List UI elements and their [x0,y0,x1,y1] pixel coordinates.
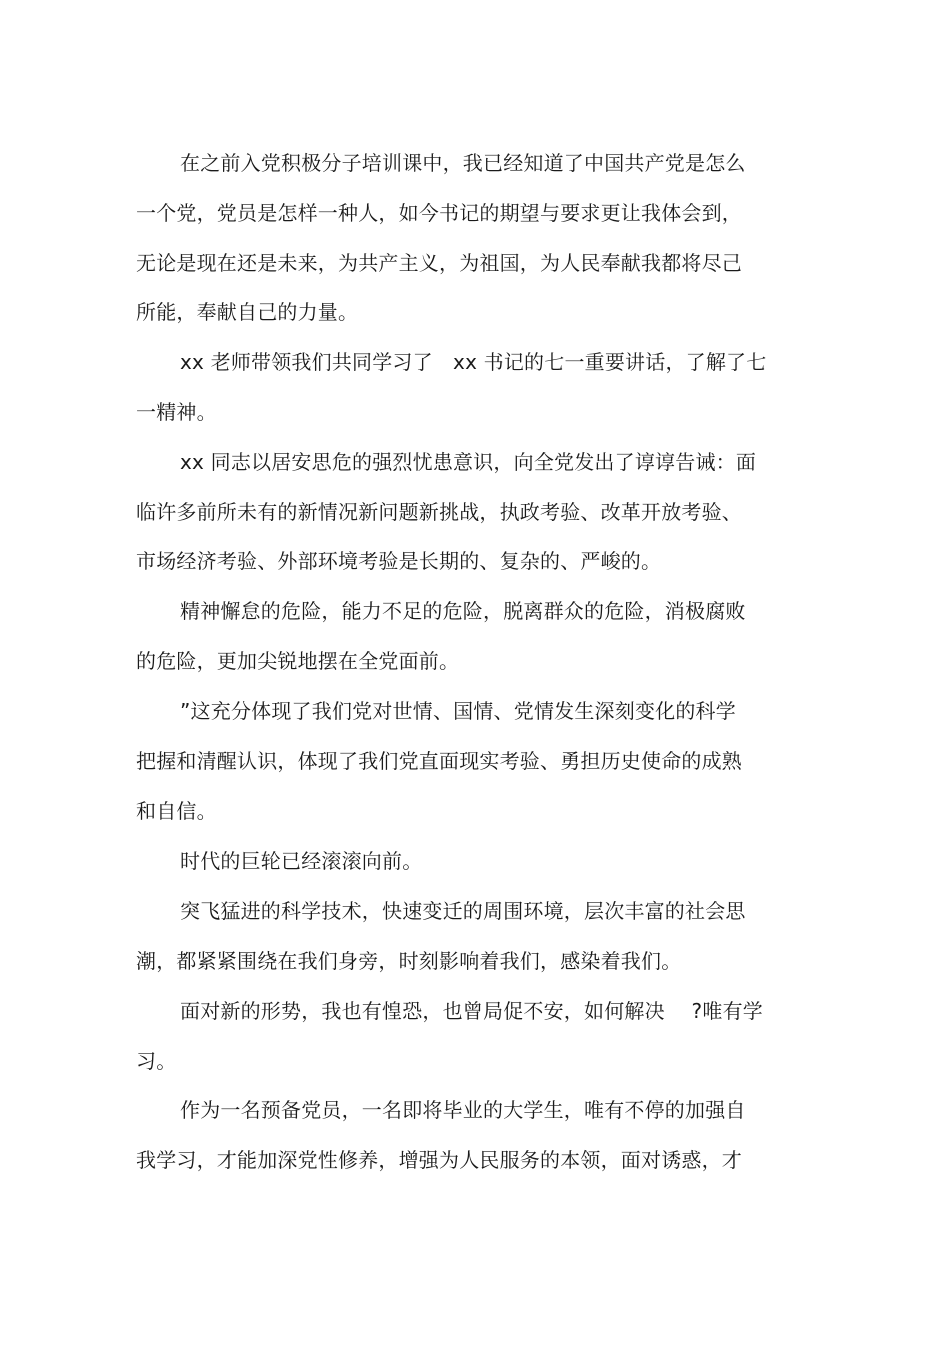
paragraph-1-line-4: 所能，奉献自己的力量。 [136,300,359,324]
paragraph-1-line-1: 在之前入党积极分子培训课中，我已经知道了中国共产党是怎么 [180,151,746,175]
paragraph-2-line-2: 一精神。 [136,400,217,424]
paragraph-6-line-1: 时代的巨轮已经滚滚向前。 [180,849,423,873]
paragraph-5-line-3: 和自信。 [136,799,217,823]
paragraph-3-line-2: 临许多前所未有的新情况新问题新挑战，执政考验、改革开放考验、 [136,500,742,524]
paragraph-9-line-1: 作为一名预备党员，一名即将毕业的大学生，唯有不停的加强自 [180,1098,746,1122]
paragraph-8-line-2: 习。 [136,1049,177,1073]
paragraph-9-line-2: 我学习，才能加深党性修养，增强为人民服务的本领，面对诱惑，才 [136,1148,742,1172]
paragraph-5-line-2: 把握和清醒认识，体现了我们党直面现实考验、勇担历史使命的成熟 [136,749,742,773]
paragraph-3-line-1: xx 同志以居安思危的强烈忧患意识，向全党发出了谆谆告诫：面 [180,450,757,474]
paragraph-4-line-2: 的危险，更加尖锐地摆在全党面前。 [136,649,460,673]
paragraph-8-line-1: 面对新的形势，我也有惶恐，也曾局促不安，如何解决 ?唯有学 [180,999,763,1023]
paragraph-4-line-1: 精神懈怠的危险，能力不足的危险，脱离群众的危险，消极腐败 [180,599,746,623]
paragraph-7-line-1: 突飞猛进的科学技术，快速变迁的周围环境，层次丰富的社会思 [180,899,746,923]
paragraph-1-line-2: 一个党，党员是怎样一种人，如今书记的期望与要求更让我体会到， [136,201,742,225]
paragraph-1-line-3: 无论是现在还是未来，为共产主义，为祖国，为人民奉献我都将尽己 [136,251,742,275]
paragraph-5-line-1: ”这充分体现了我们党对世情、国情、党情发生深刻变化的科学 [180,699,736,723]
paragraph-2-line-1: xx 老师带领我们共同学习了 xx 书记的七一重要讲话，了解了七 [180,350,767,374]
paragraph-3-line-3: 市场经济考验、外部环境考验是长期的、复杂的、严峻的。 [136,549,662,573]
paragraph-7-line-2: 潮，都紧紧围绕在我们身旁，时刻影响着我们，感染着我们。 [136,949,682,973]
